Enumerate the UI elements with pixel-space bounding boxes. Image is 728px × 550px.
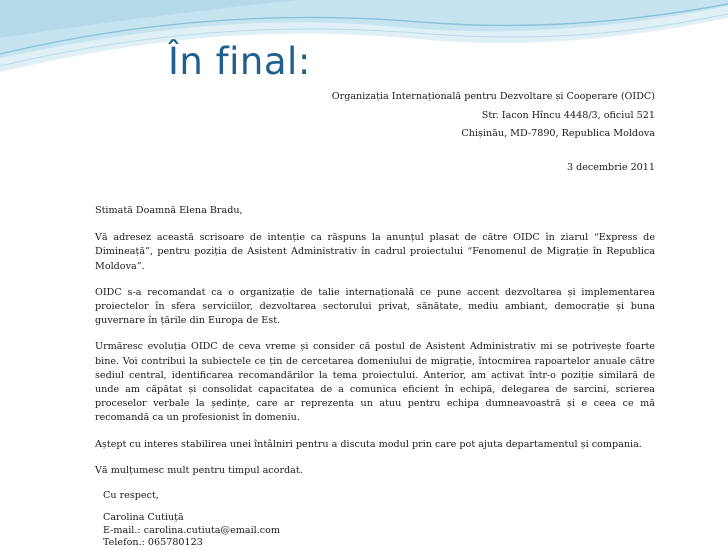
paragraph-experience: Urmăresc evoluția OIDC de ceva vreme și consider că postul de Asistent Administrativ mi se potrivește foarte bine. Voi contribui la subiectele ce țin de cercetarea domeniului de migrație, întocmirea rapoartelor anuale către sediul central, identificarea recomandărilor la tema proiectului. Anterior, am activat într-o poziție similară de unde am căpătat și consolidat capacitatea de a comunica eficient în echipă, delegarea de sarcini, scrierea proceselor verbale la ședințe, care ar reprezenta un atuu pentru echipa dumneavoastră și e ceea ce mă recomandă ca un profesionist în domeniu. [95, 341, 655, 424]
signoff-block [103, 490, 655, 550]
letter-date: 3 decembrie 2011 [566, 162, 655, 173]
sender-address-block [315, 88, 655, 144]
sender-street: Str. Iacon Hîncu 4448/3, oficiul 521 [481, 109, 655, 121]
paragraph-organization: OIDC s-a recomandat ca o organizație de talie internațională ce pune accent dezvoltarea și implementarea proiectelor în sfera serviciilor, dezvoltarea sectorului privat, sănătate, mediu ambiant, democrație și buna guvernare în țările din Europa de Est. [95, 286, 655, 327]
header-wave-decoration [0, 0, 728, 90]
paragraph-intro: Vă adresez această scrisoare de intenție ca răspuns la anunțul plasat de către OIDC în ziarul “Express de Dimineață”, pentru poziția de Asistent Administrativ în cadrul proiectului “Fenomenul de Migrație în Republica Moldova”. [95, 232, 655, 272]
paragraph-meeting: Aștept cu interes stabilirea unei întâlniri pentru a discuta modul prin care pot ajuta departamentul și compania. [95, 438, 642, 450]
signature-name: Carolina Cutiuță [103, 511, 184, 523]
paragraph-thanks: Vă mulțumesc mult pentru timpul acordat. [95, 464, 303, 476]
sender-city: Chișinău, MD-7890, Republica Moldova [461, 128, 655, 139]
letter-body [95, 204, 655, 550]
signature-email: E-mail.: carolina.cutiuta@email.com [103, 524, 280, 536]
sender-organization: Organizația Internațională pentru Dezvoltare și Cooperare (OIDC) [331, 91, 655, 102]
slide-title: În final: [168, 40, 311, 83]
salutation: Stimată Doamnă Elena Bradu, [95, 205, 243, 216]
closing: Cu respect, [103, 490, 159, 502]
signature-phone: Telefon.: 065780123 [103, 537, 203, 549]
